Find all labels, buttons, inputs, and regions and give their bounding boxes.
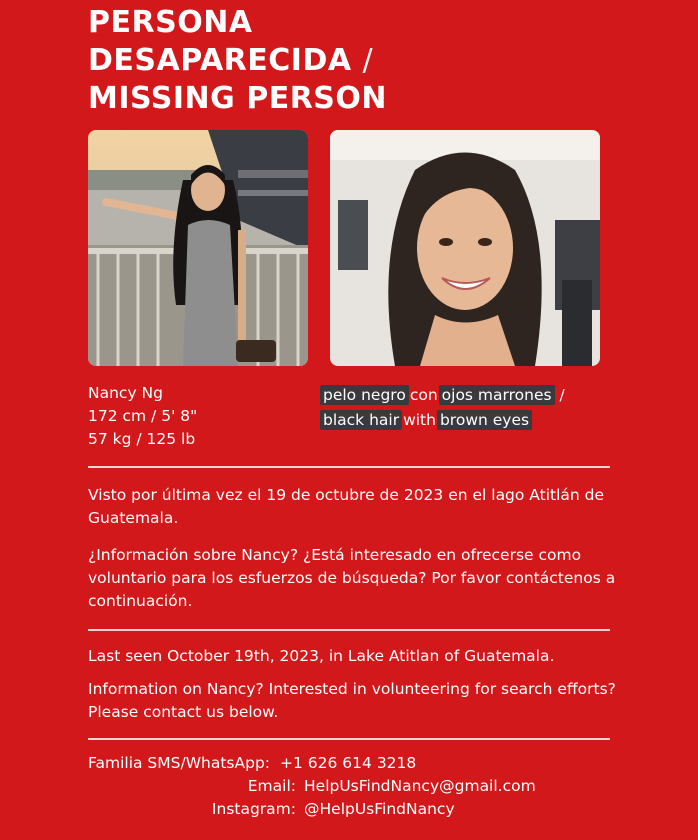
contact-info	[88, 752, 536, 821]
poster-title	[88, 4, 668, 118]
title-line-spanish-2: DESAPARECIDA	[88, 43, 352, 78]
photo-portrait	[330, 130, 600, 366]
email-label: Email:	[247, 777, 296, 795]
photo-full-body	[88, 130, 308, 366]
title-line-english: MISSING PERSON	[88, 81, 388, 116]
divider-3	[88, 738, 610, 740]
photo-portrait-image	[330, 130, 600, 366]
desc-en-eyes: brown eyes	[437, 410, 532, 430]
photo-full-body-image	[88, 130, 308, 366]
desc-en-hair: black hair	[320, 410, 402, 430]
divider-2	[88, 629, 610, 631]
spanish-info-request: ¿Información sobre Nancy? ¿Está interesado en ofrecerse como voluntario para los esfuerzos de búsqueda? Por favor contáctenos a continuación.	[88, 546, 616, 610]
phone-number[interactable]: +1 626 614 3218	[280, 754, 417, 772]
desc-es-hair: pelo negro	[320, 385, 409, 405]
english-info-request: Information on Nancy? Interested in volunteering for search efforts? Please contact us below.	[88, 680, 616, 721]
instagram-label: Instagram:	[211, 800, 296, 818]
person-name: Nancy Ng	[88, 384, 163, 402]
title-line-spanish-1: PERSONA	[88, 5, 253, 40]
person-height: 172 cm / 5' 8"	[88, 407, 198, 425]
divider-1	[88, 466, 610, 468]
spanish-last-seen: Visto por última vez el 19 de octubre de 2023 en el lago Atitlán de Guatemala.	[88, 486, 605, 527]
desc-es-eyes: ojos marrones	[439, 385, 555, 405]
physical-description	[320, 384, 610, 431]
contact-phone-row	[88, 752, 536, 775]
instagram-handle[interactable]: @HelpUsFindNancy	[304, 800, 455, 818]
person-weight: 57 kg / 125 lb	[88, 430, 196, 448]
title-slash: /	[362, 43, 374, 78]
phone-label: Familia SMS/WhatsApp:	[88, 754, 271, 772]
desc-slash: /	[559, 386, 565, 404]
desc-en-with: with	[403, 411, 436, 429]
desc-es-con: con	[409, 386, 438, 404]
person-details	[88, 382, 197, 451]
contact-instagram-row	[88, 798, 536, 821]
contact-email-row	[88, 775, 536, 798]
english-last-seen: Last seen October 19th, 2023, in Lake Atitlan of Guatemala.	[88, 647, 555, 665]
email-address[interactable]: HelpUsFindNancy@gmail.com	[304, 777, 536, 795]
